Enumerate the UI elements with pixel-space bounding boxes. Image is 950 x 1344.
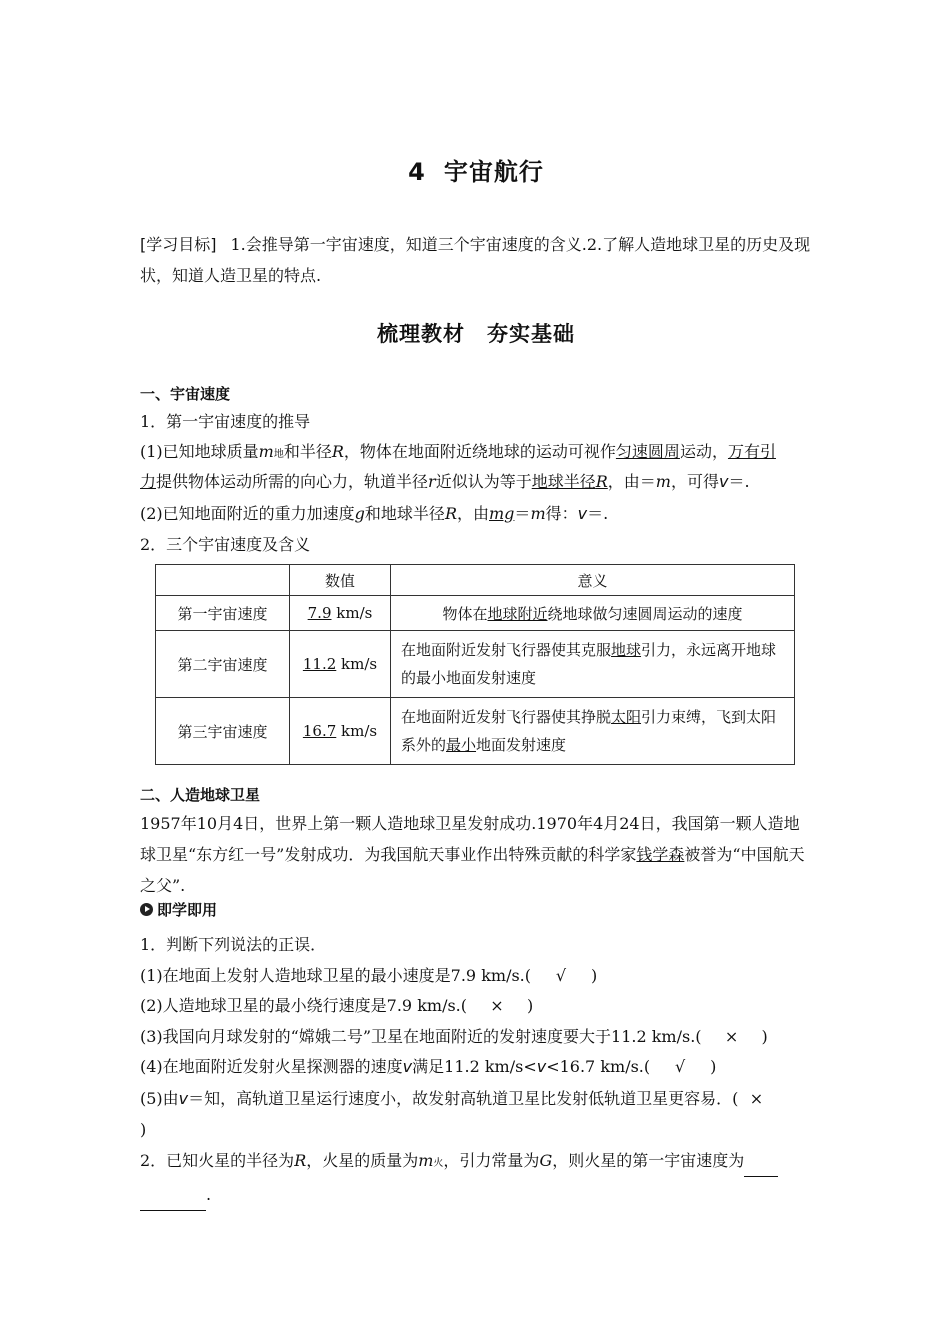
velocity-name: 第一宇宙速度 bbox=[156, 596, 290, 631]
answer-scientist: 钱学森 bbox=[636, 845, 685, 864]
answer-blank[interactable] bbox=[744, 1145, 778, 1177]
table-row bbox=[156, 698, 795, 765]
learning-goals bbox=[140, 229, 812, 291]
judgement-answer: √ bbox=[555, 966, 567, 985]
heading-satellites: 二、人造地球卫星 bbox=[140, 786, 261, 804]
judgement-item: (3)我国向月球发射的“嫦娥二号”卫星在地面附近的发射速度要大于11.2 km/s.( × ) bbox=[140, 1027, 768, 1046]
paragraph-1-line-1: (1)已知地球质量m地和半径R，物体在地面附近绕地球的运动可视作匀速圆周运动，万有引 bbox=[140, 442, 776, 461]
question-1-prompt: 1．判断下列说法的正误． bbox=[140, 935, 327, 954]
velocity-value: 7.9 km/s bbox=[290, 596, 391, 631]
play-icon bbox=[140, 903, 153, 916]
velocity-meaning: 在地面附近发射飞行器使其克服地球引力，永远离开地球的最小地面发射速度 bbox=[391, 631, 795, 698]
velocity-meaning: 物体在地球附近绕地球做匀速圆周运动的速度 bbox=[391, 596, 795, 631]
answer-uniform-circular: 匀速圆周 bbox=[615, 442, 680, 461]
question-2: 2．已知火星的半径为R，火星的质量为m火，引力常量为G，则火星的第一宇宙速度为 . bbox=[140, 1145, 812, 1211]
judgement-item: (5)由v＝知，高轨道卫星运行速度小，故发射高轨道卫星比发射低轨道卫星更容易．( × ) bbox=[140, 1083, 812, 1145]
table-header-row bbox=[156, 565, 795, 596]
learning-goals-tag: [学习目标] bbox=[140, 235, 217, 254]
paragraph-1-line-2: 力提供物体运动所需的向心力，轨道半径r近似认为等于地球半径R，由＝m，可得v＝. bbox=[140, 472, 750, 491]
judgement-answer: × bbox=[724, 1027, 739, 1046]
table-header-cell: 数值 bbox=[290, 565, 391, 596]
velocity-value: 11.2 km/s bbox=[290, 631, 391, 698]
judgement-item: (1)在地面上发射人造地球卫星的最小速度是7.9 km/s.( √ ) bbox=[140, 966, 598, 985]
velocity-value: 16.7 km/s bbox=[290, 698, 391, 765]
table-header-cell bbox=[156, 565, 290, 596]
judgement-answer: × bbox=[490, 996, 504, 1015]
answer-earth-radius: 地球半径R bbox=[531, 472, 608, 491]
paragraph-2: (2)已知地面附近的重力加速度g和地球半径R，由mg＝m得：v＝. bbox=[140, 504, 609, 523]
judgement-answer: √ bbox=[675, 1057, 686, 1076]
table-header-cell: 意义 bbox=[391, 565, 795, 596]
practice-heading: 即学即用 bbox=[140, 899, 217, 920]
heading-cosmic-velocity: 一、宇宙速度 bbox=[140, 385, 231, 403]
subheading-three-velocities: 2．三个宇宙速度及含义 bbox=[140, 535, 311, 554]
lesson-title bbox=[140, 152, 812, 187]
lesson-number: 4 bbox=[408, 158, 426, 186]
satellite-history-paragraph: 1957年10月4日，世界上第一颗人造地球卫星发射成功.1970年4月24日，我国第一颗人造地球卫星“东方红一号”发射成功．为我国航天事业作出特殊贡献的科学家钱学森被誉为“中国航天之父”. bbox=[140, 814, 805, 895]
velocity-name: 第二宇宙速度 bbox=[156, 631, 290, 698]
answer-mg: mg bbox=[489, 504, 515, 523]
judgement-answer: × bbox=[749, 1089, 764, 1108]
answer-gravitation: 万有引 bbox=[727, 442, 776, 461]
table-row bbox=[156, 631, 795, 698]
velocity-name: 第三宇宙速度 bbox=[156, 698, 290, 765]
answer-blank-continued[interactable] bbox=[140, 1179, 206, 1211]
section-title: 梳理教材 夯实基础 bbox=[377, 322, 575, 346]
cosmic-velocity-table bbox=[155, 564, 795, 765]
table-row bbox=[156, 596, 795, 631]
velocity-meaning: 在地面附近发射飞行器使其挣脱太阳引力束缚，飞到太阳系外的最小地面发射速度 bbox=[391, 698, 795, 765]
lesson-title-text: 宇宙航行 bbox=[443, 158, 544, 186]
judgement-item: (2)人造地球卫星的最小绕行速度是7.9 km/s.( × ) bbox=[140, 996, 534, 1015]
learning-goals-text: 1.会推导第一宇宙速度，知道三个宇宙速度的含义.2.了解人造地球卫星的历史及现状，知道人造卫星的特点. bbox=[140, 235, 811, 285]
judgement-item: (4)在地面附近发射火星探测器的速度v满足11.2 km/s<v<16.7 km/s.( √ ) bbox=[140, 1057, 717, 1076]
subheading-derivation: 1．第一宇宙速度的推导 bbox=[140, 412, 311, 431]
